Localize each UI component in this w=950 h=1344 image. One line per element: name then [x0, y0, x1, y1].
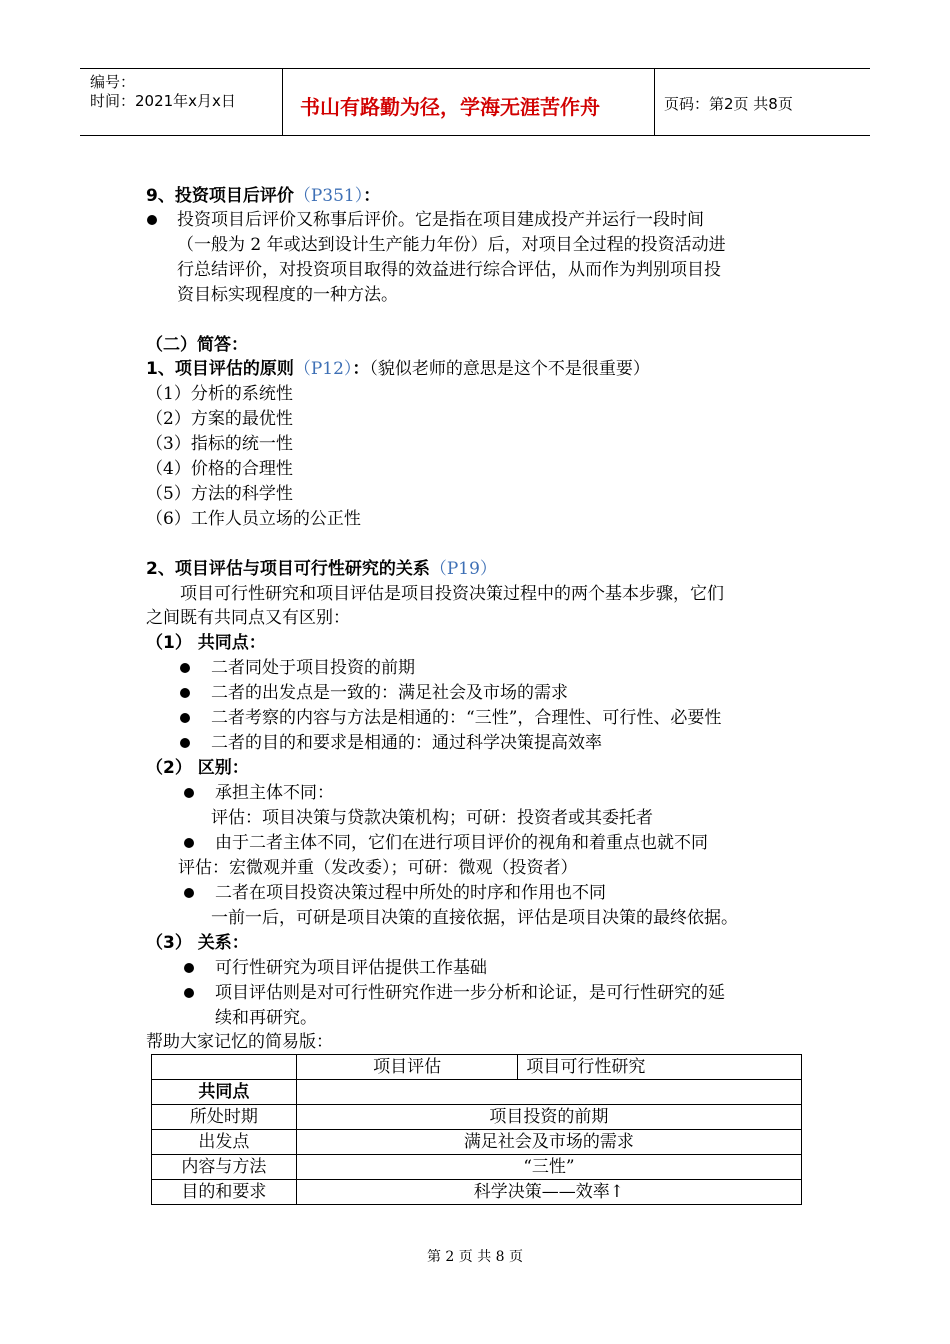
table-row-label: 所处时期 — [152, 1105, 297, 1130]
q2-title-text: 2、项目评估与项目可行性研究的关系 — [146, 559, 430, 579]
bullet-icon — [184, 963, 194, 973]
table-row-value: 项目投资的前期 — [296, 1105, 801, 1130]
table-row-value: 满足社会及市场的需求 — [296, 1130, 801, 1155]
table-header-cell: 项目评估 — [296, 1055, 518, 1080]
q1-item-5: （5）方法的科学性 — [146, 484, 293, 504]
bullet-icon — [147, 215, 157, 225]
q2-diff-title: （2） 区别： — [146, 758, 249, 778]
q2-intro-2: 之间既有共同点又有区别： — [146, 608, 350, 628]
table-row — [152, 1180, 802, 1205]
section9-line-1: 投资项目后评价又称事后评价。它是指在项目建成投产并运行一段时间 — [177, 210, 704, 230]
q2-diff-3: 二者在项目投资决策过程中所处的时序和作用也不同 — [215, 883, 606, 903]
table-row-value: “三性” — [296, 1155, 801, 1180]
table-cell — [296, 1080, 801, 1105]
table-header-cell: 项目可行性研究 — [518, 1055, 802, 1080]
section9-line-4: 资目标实现程度的一种方法。 — [177, 285, 398, 305]
bullet-icon — [180, 688, 190, 698]
q1-item-1: （1）分析的系统性 — [146, 384, 293, 404]
q2-memo: 帮助大家记忆的简易版： — [146, 1032, 333, 1052]
table-row-label: 目的和要求 — [152, 1180, 297, 1205]
bullet-icon — [180, 663, 190, 673]
q1-item-4: （4）价格的合理性 — [146, 459, 293, 479]
q2-rel-title: （3） 关系： — [146, 933, 249, 953]
table-header-row — [152, 1055, 802, 1080]
q2-rel-1: 可行性研究为项目评估提供工作基础 — [215, 958, 487, 978]
q2-intro-1: 项目可行性研究和项目评估是项目投资决策过程中的两个基本步骤，它们 — [180, 584, 724, 604]
header-number-label: 编号： — [90, 73, 136, 91]
q1-item-6: （6）工作人员立场的公正性 — [146, 509, 361, 529]
comparison-table — [151, 1054, 802, 1205]
q2-diff-1: 承担主体不同： — [215, 783, 334, 803]
section9-colon: ： — [363, 186, 381, 206]
q1-title — [146, 357, 650, 382]
q2-common-item-3: 二者考察的内容与方法是相通的：“三性”，合理性、可行性、必要性 — [211, 708, 722, 728]
table-row-label: 内容与方法 — [152, 1155, 297, 1180]
q1-item-3: （3）指标的统一性 — [146, 434, 293, 454]
header-motto: 书山有路勤为径，学海无涯苦作舟 — [300, 95, 600, 119]
q1-item-2: （2）方案的最优性 — [146, 409, 293, 429]
bullet-icon — [184, 838, 194, 848]
bullet-icon — [180, 713, 190, 723]
q1-note: （貌似老师的意思是这个不是很重要） — [369, 359, 650, 379]
table-row — [152, 1130, 802, 1155]
bullet-icon — [184, 788, 194, 798]
table-row — [152, 1155, 802, 1180]
table-row-label: 出发点 — [152, 1130, 297, 1155]
section9-line-2: （一般为 2 年或达到设计生产能力年份）后，对项目全过程的投资活动进 — [177, 235, 726, 255]
q2-common-title: （1） 共同点： — [146, 633, 266, 653]
q2-diff-3-sub: 一前一后，可研是项目决策的直接依据，评估是项目决策的最终依据。 — [211, 908, 738, 928]
q1-ref: （P12） — [293, 359, 353, 379]
q2-rel-2b: 续和再研究。 — [215, 1008, 317, 1028]
header-date-label: 时间：2021年x月x日 — [90, 92, 236, 110]
table-row — [152, 1080, 802, 1105]
section9-title-text: 9、投资项目后评价 — [146, 186, 294, 206]
header-divider-right — [654, 68, 655, 136]
q1-title-text: 1、项目评估的原则 — [146, 359, 294, 379]
table-common-label: 共同点 — [152, 1080, 297, 1105]
header-page-label: 页码：第2页 共8页 — [664, 95, 793, 113]
bullet-icon — [184, 988, 194, 998]
part2-title: （二）简答： — [146, 335, 248, 355]
q1-colon: ： — [352, 359, 370, 379]
table-row-value: 科学决策——效率↑ — [296, 1180, 801, 1205]
q2-title — [146, 557, 497, 582]
header-divider-left — [282, 68, 283, 136]
q2-diff-2: 由于二者主体不同，它们在进行项目评价的视角和着重点也就不同 — [215, 833, 708, 853]
bullet-icon — [180, 738, 190, 748]
q2-common-item-4: 二者的目的和要求是相通的：通过科学决策提高效率 — [211, 733, 602, 753]
section9-title — [146, 184, 380, 209]
footer-page-number: 第 2 页 共 8 页 — [426, 1249, 524, 1265]
section9-line-3: 行总结评价，对投资项目取得的效益进行综合评估，从而作为判别项目投 — [177, 260, 721, 280]
header-bottom-border — [80, 135, 870, 136]
q2-diff-1-sub: 评估：项目决策与贷款决策机构；可研：投资者或其委托者 — [211, 808, 653, 828]
q2-common-item-2: 二者的出发点是一致的：满足社会及市场的需求 — [211, 683, 568, 703]
q2-diff-2-sub: 评估：宏微观并重（发改委）；可研：微观（投资者） — [178, 858, 578, 878]
q2-rel-2a: 项目评估则是对可行性研究作进一步分析和论证，是可行性研究的延 — [215, 983, 725, 1003]
table-row — [152, 1105, 802, 1130]
q2-common-item-1: 二者同处于项目投资的前期 — [211, 658, 415, 678]
section9-ref: （P351） — [293, 186, 364, 206]
table-header-cell — [152, 1055, 297, 1080]
bullet-icon — [184, 888, 194, 898]
header-top-border — [80, 68, 870, 69]
q2-ref: （P19） — [429, 559, 497, 579]
